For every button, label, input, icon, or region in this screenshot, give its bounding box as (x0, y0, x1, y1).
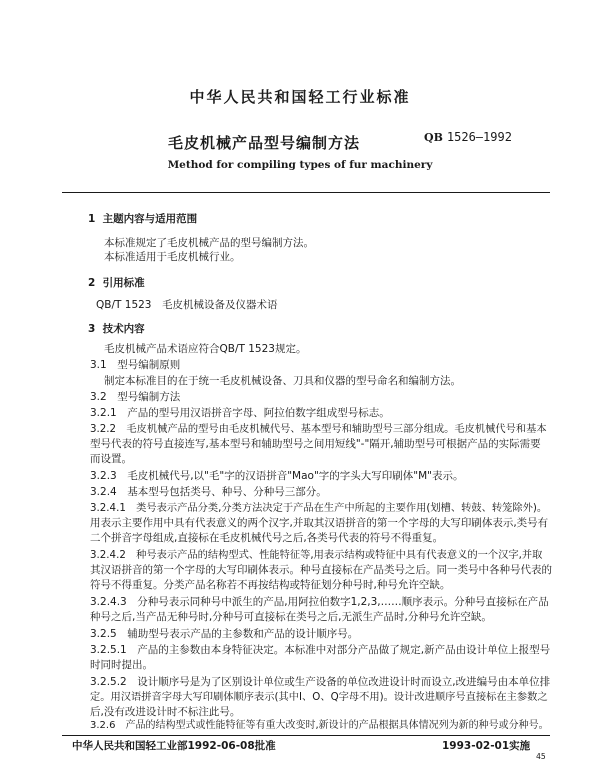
clause: 3.2.5.1 产品的主参数由本身特征决定。本标准中对部分产品做了规定,新产品由设计单位上报型号 (90, 644, 551, 656)
clause-continuation: 型号代表的符号直接连写,基本型号和辅助型号之间用短线"-"隔开,辅助型号可根据产品的实际需要 (90, 438, 541, 450)
document-number-prefix: QB (424, 131, 443, 144)
english-title: Method for compiling types of fur machinery (167, 159, 433, 171)
page-number: 45 (536, 752, 546, 761)
section-1-heading (88, 212, 197, 226)
clause: 3.2.4.3 分种号表示同种号中派生的产品,用阿拉伯数字1,2,3,……顺序表示。分种号直接标在产品 (90, 596, 549, 608)
paragraph: 毛皮机械产品术语应符合QB/T 1523规定。 (104, 343, 307, 355)
document-title: 毛皮机械产品型号编制方法 (168, 134, 361, 152)
clause: 3.2.2 毛皮机械产品的型号由毛皮机械代号、基本型号和辅助型号三部分组成。毛皮机械代号和基本 (90, 423, 547, 435)
section-title: 技术内容 (102, 323, 145, 335)
section-3-heading (88, 322, 145, 336)
clause-heading: 3.2 型号编制方法 (90, 391, 181, 403)
clause: 3.2.1 产品的型号用汉语拼音字母、阿拉伯数字组成型号标志。 (90, 407, 390, 419)
reference-entry: QB/T 1523 毛皮机械设备及仪器术语 (96, 299, 278, 311)
clause: 3.2.4 基本型号包括类号、种号、分种号三部分。 (90, 486, 327, 498)
clause-continuation: 用表示主要作用中具有代表意义的两个汉字,并取其汉语拼音的第一个字母的大写印刷体表示,类号有 (90, 517, 549, 529)
paragraph: 制定本标准目的在于统一毛皮机械设备、刀具和仪器的型号命名和编制方法。 (104, 375, 461, 387)
footer-divider (62, 735, 550, 736)
clause-continuation: 二个拼音字母组成,直接标在毛皮机械代号之后,各类号代表的符号不得重复。 (90, 532, 444, 544)
section-number: 3 (88, 323, 96, 335)
section-title: 引用标准 (102, 277, 145, 289)
approval-date: 中华人民共和国轻工业部1992-06-08批准 (72, 740, 276, 752)
paragraph: 本标准适用于毛皮机械行业。 (104, 251, 241, 263)
clause-continuation: 种号之后,当产品无种号时,分种号可直接标在类号之后,无派生产品时,分种号允许空缺。 (90, 611, 492, 623)
clause-continuation: 后,没有改进设计时不标注此号。 (90, 706, 241, 718)
clause: 3.2.5.2 设计顺序号是为了区别设计单位或生产设备的单位改进设计时而设立,改进编号由本单位排 (90, 676, 551, 688)
implementation-date: 1993-02-01实施 (442, 740, 531, 752)
clause-continuation: 符号不得重复。分类产品名称若不再按结构或特征划分种号时,种号允许空缺。 (90, 579, 451, 591)
section-number: 1 (88, 213, 96, 225)
clause-heading: 3.1 型号编制原则 (90, 359, 181, 371)
clause-continuation: 定。用汉语拼音字母大写印刷体顺序表示(其中I、O、Q字母不用)。设计改进顺序号直接标在主参数之 (90, 691, 548, 703)
clause: 3.2.6 产品的结构型式或性能特征等有重大改变时,新设计的产品根据具体情况列为新的种号或分种号。 (90, 720, 549, 731)
clause-continuation: 时同时提出。 (90, 659, 153, 671)
paragraph: 本标准规定了毛皮机械产品的型号编制方法。 (104, 237, 314, 249)
clause: 3.2.3 毛皮机械代号,以"毛"字的汉语拼音"Mao"字的字头大写印刷体"M"表示。 (90, 470, 464, 482)
header-divider (62, 192, 550, 193)
document-number-value: 1526—1992 (446, 130, 512, 144)
clause-continuation: 而设置。 (90, 453, 132, 465)
section-2-heading (88, 276, 145, 290)
section-number: 2 (88, 277, 96, 289)
section-title: 主题内容与适用范围 (102, 213, 198, 225)
standard-title: 中华人民共和国轻工行业标准 (189, 88, 411, 106)
clause: 3.2.4.2 种号表示产品的结构型式、性能特征等,用表示结构或特征中具有代表意义的一个汉字,并取 (90, 549, 543, 561)
document-number (424, 130, 512, 144)
clause: 3.2.5 辅助型号表示产品的主参数和产品的设计顺序号。 (90, 628, 359, 640)
clause-continuation: 其汉语拼音的第一个字母的大写印刷体表示。种号直接标在产品类号之后。同一类号中各种号代表的 (90, 564, 552, 576)
clause: 3.2.4.1 类号表示产品分类,分类方法决定于产品在生产中所起的主要作用(划槽、转鼓、转笼除外)。 (90, 502, 548, 514)
